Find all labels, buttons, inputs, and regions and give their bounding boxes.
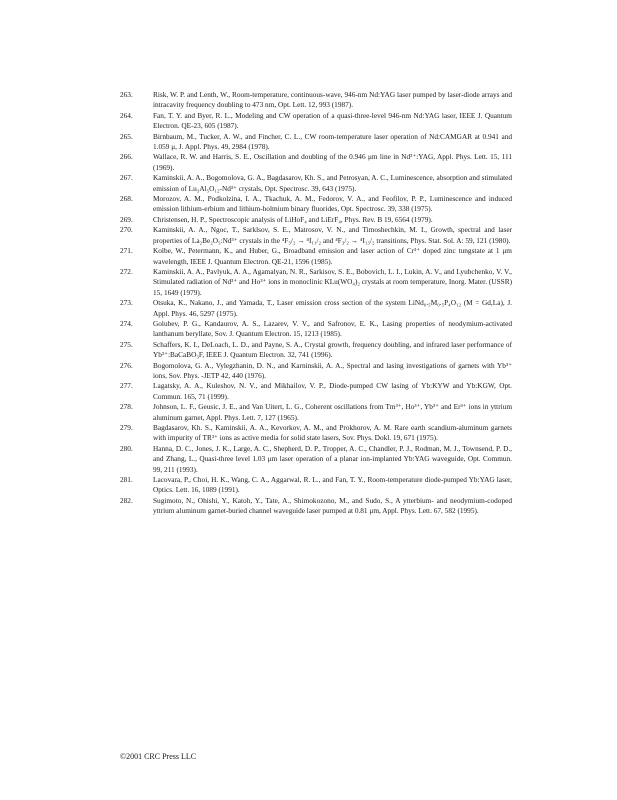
reference-text: Otsuka, K., Nakano, J., and Yamada, T., Laser emission cross section of the system LiNd₀.₅M₀.₅P₄O₁₂ (M = Gd,La), J. Appl. Phys. 46, 5297 (1975). bbox=[153, 298, 512, 318]
reference-item bbox=[120, 111, 512, 132]
reference-text: Hanna, D. C., Jones, J. K., Large, A. C., Shepherd, D. P., Tropper, A. C., Chandler, P. J., Rodman, M. J., Townsend, P. D., and Zhang, L., Quasi-three level 1.03 μm laser operation of a planar ion-implanted Yb:YAG waveguide, Opt. Commun. 99, 211 (1993). bbox=[153, 443, 512, 474]
reference-text: Lagatsky, A. A., Kuleshov, N. V., and Mikhailov, V. P., Diode-pumped CW lasing of Yb:KYW and Yb:KGW, Opt. Commun. 165, 71 (1999). bbox=[153, 381, 512, 401]
reference-item bbox=[120, 267, 512, 298]
reference-text: Kaminskii, A. A., Ngoc, T., Sarklsov, S. E., Matrosov, V. N., and Timoshechkin, M. I., Growth, spectral and laser properties of La₂Be₂O₅:Nd³⁺ crystals in the ⁴F₃/₂ → ⁴I₁₁/₂ and ⁴F₃/₂ → ⁴I₁₃/₂ transitions, Phys. Stat. Sol. A: 59, 121 (1980). bbox=[153, 225, 512, 245]
reference-item bbox=[120, 444, 512, 475]
reference-item bbox=[120, 152, 512, 173]
reference-item bbox=[120, 340, 512, 361]
reference-text: Birnbaum, M., Tucker, A. W., and Fincher, C. L., CW room-temperature laser operation of Nd:CAMGAR at 0.941 and 1.059 μ, J. Appl. Phys. 49, 2984 (1978). bbox=[153, 131, 512, 152]
reference-text: Kolbe, W., Petermann, K., and Huber, G., Broadband emission and laser action of Cr³⁺ doped zinc tungstate at 1 μm wavelength, IEEE J. Quantum Electron. QE-21, 1596 (1985). bbox=[153, 246, 512, 266]
reference-text: Bogomolova, G. A., Vylegzhanin, D. N., and Karninskii, A. A., Spectral and lasing investigations of garnets with Yb³⁺ ions, Sov. Phys. -JETP 42, 440 (1976). bbox=[153, 360, 512, 380]
reference-text: Kaminskii, A. A., Pavlyuk, A. A., Agamalyan, N. R., Sarkisov, S. E., Bobovich, L. I., Lukin, A. V., and Lyubchenko, V. V., Stimulated radiation of Nd³⁺ and Ho³⁺ ions in monoclinic KLu(WO₄)₂ crystals at room temperature, Inorg. Mater. (USSR) 15, 1649 (1979). bbox=[153, 266, 512, 297]
reference-number: 267. bbox=[120, 173, 133, 183]
reference-item bbox=[120, 246, 512, 267]
reference-number: 268. bbox=[120, 194, 133, 204]
reference-number: 264. bbox=[120, 110, 133, 120]
reference-text: Kaminskii, A. A., Bogomolova, G. A., Bagdasarov, Kh. S., and Petrosyan, A. C., Luminescence, absorption and stimulated emission of Lu₃Al₅O₁₂-Nd³⁺ crystals, Opt. Spectrosc. 39, 643 (1975). bbox=[153, 173, 512, 193]
reference-text: Christensen, H. P., Spectroscopic analysis of LiHoF₄ and LiErF₄, Phys. Rev. B 19, 6564 (1979). bbox=[153, 214, 433, 224]
reference-number: 275. bbox=[120, 339, 133, 349]
reference-number: 281. bbox=[120, 475, 133, 485]
copyright-footer: ©2001 CRC Press LLC bbox=[120, 752, 197, 761]
reference-item bbox=[120, 225, 512, 246]
reference-text: Risk, W. P. and Lenth, W., Room-temperature, continuous-wave, 946-nm Nd:YAG laser pumped by laser-diode arrays and intracavity frequency doubling to 473 nm, Opt. Lett. 12, 993 (1987). bbox=[153, 90, 512, 110]
reference-number: 280. bbox=[120, 443, 133, 453]
reference-item bbox=[120, 423, 512, 444]
reference-text: Fan, T. Y. and Byer, R. L., Modeling and CW operation of a quasi-three-level 946-nm Nd:YAG laser, IEEE J. Quantum Electron. QE-23, 605 (1987). bbox=[153, 110, 512, 131]
reference-number: 279. bbox=[120, 423, 133, 432]
reference-number: 274. bbox=[120, 318, 133, 328]
reference-item bbox=[120, 381, 512, 402]
reference-text: Bagdasarov, Kh. S., Kaminskii, A. A., Kevorkov, A. M., and Prokhorov, A. M. Rare earth scandium-aluminum garnets with impurity of TR³⁺ ions as active media for solid state lasers, Sov. Phys. Dokl. 19, 671 (1975). bbox=[153, 423, 512, 443]
reference-number: 263. bbox=[120, 90, 133, 99]
reference-number: 265. bbox=[120, 131, 133, 141]
reference-text: Schaffers, K. I., DeLoach, L. D., and Payne, S. A., Crystal growth, frequency doubling, and infrared laser performance of Yb³⁺:BaCaBO₃F, IEEE J. Quantum Electron. 32, 741 (1996). bbox=[153, 339, 512, 360]
reference-number: 271. bbox=[120, 246, 133, 256]
reference-text: Sugimoto, N., Ohishi, Y., Katoh, Y., Tate, A., Shimokozono, M., and Sudo, S., A ytterbium- and neodymium-codoped yttrium aluminum garnet-buried channel waveguide laser pumped at 0.81 μm, Appl. Phys. Lett. 67, 582 (1995). bbox=[153, 495, 512, 516]
reference-item bbox=[120, 402, 512, 423]
reference-item bbox=[120, 496, 512, 517]
reference-text: Golubev, P. G., Kandaurov, A. S., Lazarev, V. V., and Safronov, E. K., Lasing properties of neodymium-activated lanthanum beryllate, Sov. J. Quantum Electron. 15, 1213 (1985). bbox=[153, 318, 512, 339]
reference-number: 270. bbox=[120, 225, 133, 235]
reference-number: 266. bbox=[120, 152, 133, 162]
reference-number: 277. bbox=[120, 381, 133, 391]
reference-item bbox=[120, 173, 512, 194]
reference-number: 269. bbox=[120, 214, 133, 224]
reference-text: Morozov, A. M., Podkolzina, I. A., Tkachuk, A. M., Fedorov, V. A., and Feofilov, P. P., Luminescence and induced emission lithium-erbium and lithium-holmium binary fluorides, Opt. Spectrosc. 39, 338 (1975). bbox=[153, 194, 512, 214]
reference-text: Johnson, L. F., Geusic, J. E., and Van Uitert, L. G., Coherent oscillations from Tm³⁺, Ho³⁺, Yb³⁺ and Er³⁺ ions in yttrium aluminum garnet, Appl. Phys. Lett. 7, 127 (1965). bbox=[153, 402, 512, 422]
reference-item bbox=[120, 475, 512, 496]
reference-number: 282. bbox=[120, 495, 133, 505]
reference-number: 278. bbox=[120, 402, 133, 412]
reference-list bbox=[120, 90, 512, 517]
reference-item bbox=[120, 132, 512, 153]
reference-number: 276. bbox=[120, 360, 133, 370]
reference-number: 273. bbox=[120, 298, 133, 308]
reference-number: 272. bbox=[120, 266, 133, 276]
reference-item bbox=[120, 90, 512, 111]
reference-item bbox=[120, 298, 512, 319]
reference-item bbox=[120, 194, 512, 215]
reference-text: Wallace, R. W. and Harris, S. E., Oscillation and doubling of the 0.946 μm line in Nd³⁺:YAG, Appl. Phys. Lett. 15, 111 (1969). bbox=[153, 152, 512, 172]
reference-item bbox=[120, 319, 512, 340]
reference-item bbox=[120, 215, 512, 225]
reference-item bbox=[120, 361, 512, 382]
reference-text: Lacovara, P., Choi, H. K., Wang, C. A., Aggarwal, R. L., and Fan, T. Y., Room-temperature diode-pumped Yb:YAG laser, Optics. Lett. 16, 1089 (1991). bbox=[153, 475, 512, 495]
